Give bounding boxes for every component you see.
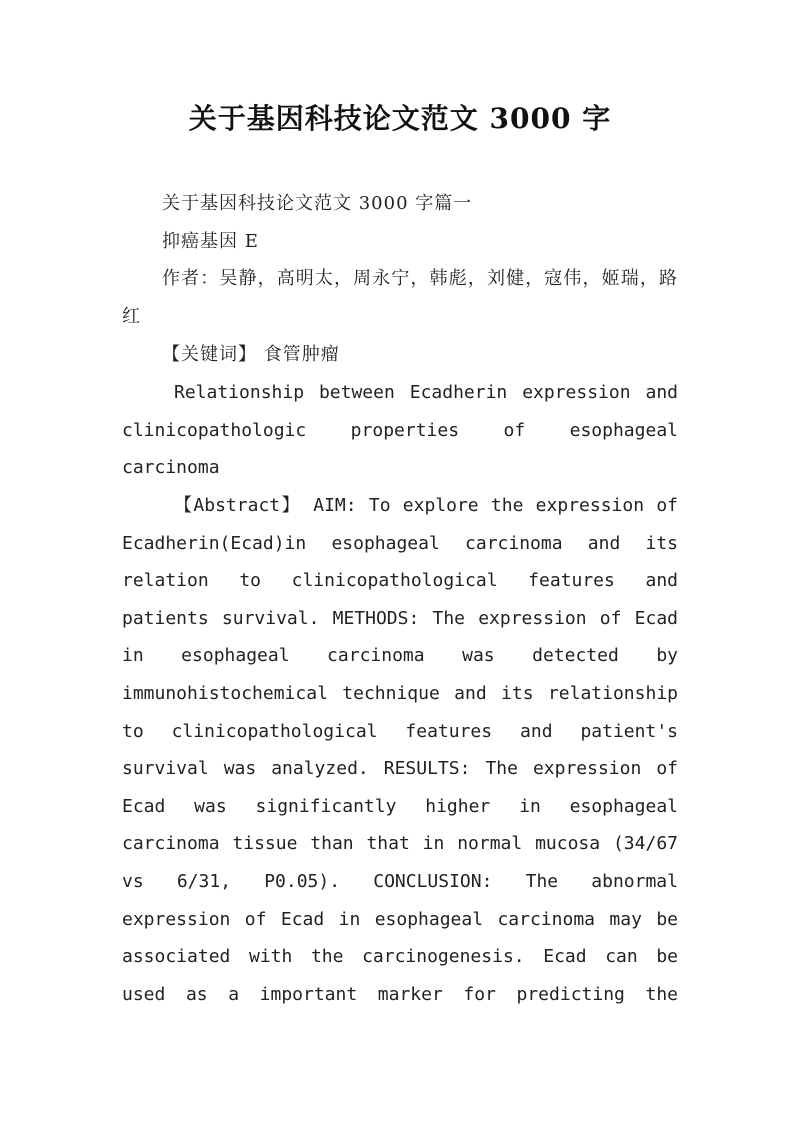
abstract-paragraph: 【Abstract】 AIM: To explore the expression of Ecadherin(Ecad)in esophageal carcinoma and its relation to clinicopathological features and patients survival. METHODS: The expression of Ecad in esophageal carcinoma was detected by immunohistochemical technique and its relationship to clinicopathological features and patient's survival was analyzed. RESULTS: The expression of Ecad was significantly higher in esophageal carcinoma tissue than that in normal mucosa (34/67 vs 6/31, P0.05). CONCLUSION: The abnormal expression of Ecad in esophageal carcinoma may be associated with the carcinogenesis. Ecad can be used as a important marker for predicting the bbox=[122, 495, 678, 1005]
keywords: 【关键词】 食管肿瘤 bbox=[162, 344, 340, 365]
english-title: Relationship between Ecadherin expression and clinicopathologic properties of esophageal carcinoma bbox=[122, 382, 678, 479]
author-list: 作者：吴静，高明太，周永宁，韩彪，刘健，寇伟，姬瑞，路红 bbox=[122, 268, 678, 327]
section-subtitle: 关于基因科技论文范文 3000 字篇一 bbox=[162, 193, 473, 214]
section-heading: 抑癌基因 E bbox=[162, 231, 259, 252]
document-title: 关于基因科技论文范文 3000 字 bbox=[188, 102, 612, 135]
